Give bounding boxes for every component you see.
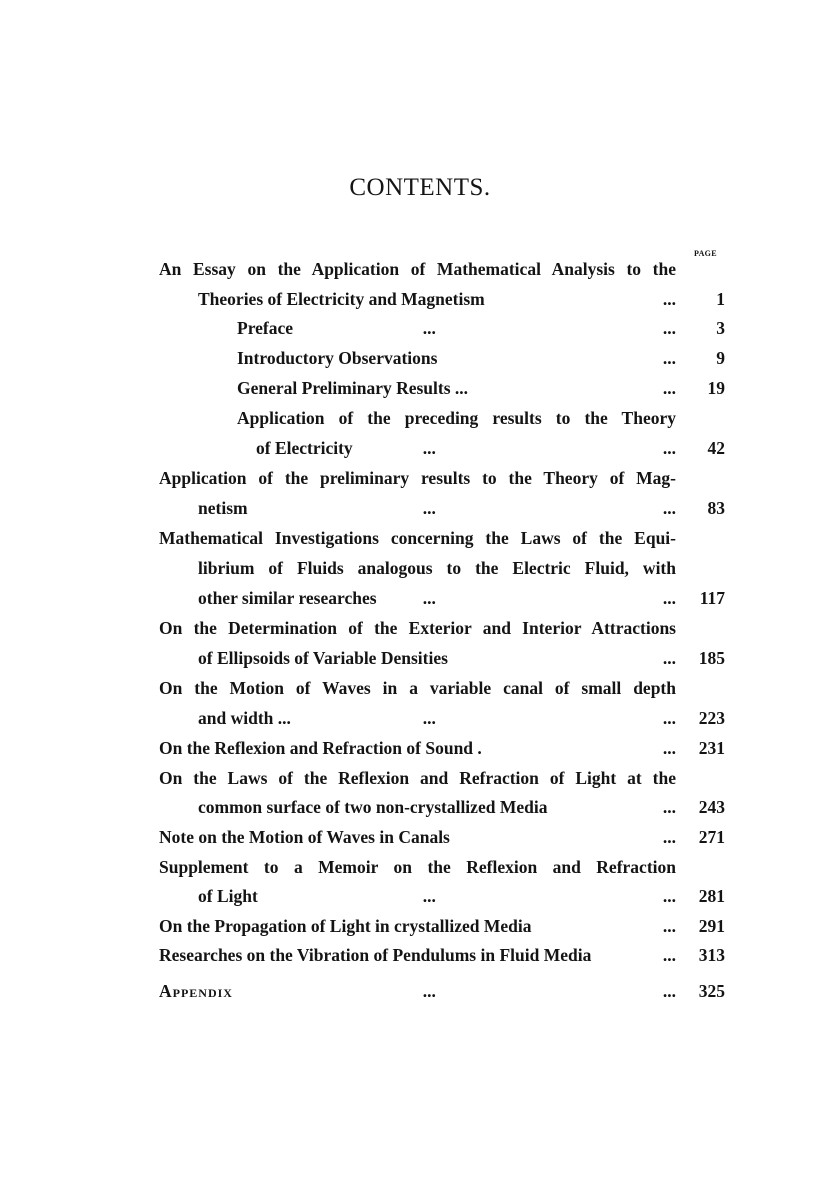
toc-line	[159, 523, 676, 553]
dot-leader: ...	[662, 348, 676, 368]
dot-leader: ... ...	[422, 438, 676, 458]
toc-page-number: 1	[716, 289, 725, 309]
toc-entry-text: Preface	[237, 318, 294, 338]
toc-line	[159, 976, 676, 1006]
dot-leader: ...	[662, 916, 676, 936]
toc-page-number: 3	[716, 318, 725, 338]
toc-page-number: 223	[698, 708, 725, 728]
toc-entry-text: and width ...	[198, 708, 291, 728]
toc-line	[198, 643, 676, 673]
toc-page-number: 325	[698, 981, 725, 1001]
toc-entry-text: of Electricity	[256, 438, 353, 458]
toc-line	[198, 553, 676, 583]
toc-page-number: 281	[698, 886, 725, 906]
toc-page-number: 117	[699, 588, 725, 608]
toc-line	[256, 433, 676, 463]
toc-entry-text: of Light	[198, 886, 258, 906]
toc-entry-text: Application of the preliminary results to the Theory of Mag-	[159, 468, 676, 488]
dot-leader: ... ...	[422, 886, 676, 906]
toc-page-number: 9	[716, 348, 725, 368]
toc-line	[198, 493, 676, 523]
toc-line	[159, 733, 676, 763]
toc-line	[198, 583, 676, 613]
dot-leader: ... ...	[422, 498, 676, 518]
toc-line	[159, 852, 676, 882]
toc-line	[159, 911, 676, 941]
toc-entry-text: General Preliminary Results ...	[237, 378, 469, 398]
dot-leader: ...	[662, 797, 676, 817]
toc-entry-text: On the Laws of the Reflexion and Refraction of Light at the	[159, 768, 676, 788]
toc-entry-text: An Essay on the Application of Mathematical Analysis to the	[159, 259, 676, 279]
toc-entry-text: On the Propagation of Light in crystallized Media	[159, 916, 532, 936]
toc-entry-text: Introductory Observations	[237, 348, 438, 368]
toc-entry-text: Application of the preceding results to the Theory	[237, 408, 676, 428]
toc-page-number: 271	[698, 827, 725, 847]
toc-line	[159, 613, 676, 643]
toc-entry-text: netism	[198, 498, 248, 518]
toc-line	[159, 940, 676, 970]
toc-line	[198, 792, 676, 822]
dot-leader: ...	[662, 945, 676, 965]
toc-line	[159, 254, 676, 284]
toc-entry-text: Researches on the Vibration of Pendulums in Fluid Media	[159, 945, 592, 965]
toc-page-number: 83	[707, 498, 725, 518]
toc-entry-text: common surface of two non-crystallized Media	[198, 797, 548, 817]
toc-entry-text: On the Reflexion and Refraction of Sound .	[159, 738, 482, 758]
toc-line	[198, 703, 676, 733]
dot-leader: ...	[662, 378, 676, 398]
page-column-label: PAGE	[694, 249, 717, 258]
toc-page-number: 243	[698, 797, 725, 817]
toc-line	[198, 881, 676, 911]
dot-leader: ...	[662, 648, 676, 668]
toc-line	[237, 343, 676, 373]
toc-entry-text: other similar researches	[198, 588, 377, 608]
toc-page-number: 19	[707, 378, 725, 398]
toc-line	[159, 763, 676, 793]
toc-line	[159, 673, 676, 703]
toc-line	[159, 822, 676, 852]
page-title: CONTENTS.	[349, 174, 491, 201]
toc-entry-text: On the Determination of the Exterior and Interior Attractions	[159, 618, 676, 638]
toc-entry-text: On the Motion of Waves in a variable canal of small depth	[159, 678, 676, 698]
dot-leader: ...	[662, 289, 676, 309]
toc-line	[198, 284, 676, 314]
dot-leader: ... ...	[422, 981, 676, 1001]
toc-line	[237, 373, 676, 403]
dot-leader: ... ...	[422, 708, 676, 728]
toc-entry-text: librium of Fluids analogous to the Electric Fluid, with	[198, 558, 676, 578]
dot-leader: ...	[662, 738, 676, 758]
toc-entry-text: Note on the Motion of Waves in Canals	[159, 827, 450, 847]
toc-page-number: 185	[698, 648, 725, 668]
dot-leader: ...	[662, 827, 676, 847]
toc-page-number: 291	[698, 916, 725, 936]
toc-entry-text: Theories of Electricity and Magnetism	[198, 289, 485, 309]
toc-page-number: 42	[707, 438, 725, 458]
toc-line	[237, 403, 676, 433]
toc-entry-text: of Ellipsoids of Variable Densities	[198, 648, 448, 668]
dot-leader: ... ...	[422, 318, 676, 338]
toc-entry-text: Supplement to a Memoir on the Reflexion and Refraction	[159, 857, 676, 877]
toc-entry-text: Mathematical Investigations concerning the Laws of the Equi-	[159, 528, 676, 548]
toc-line	[237, 313, 676, 343]
toc-line	[159, 463, 676, 493]
toc-page-number: 313	[698, 945, 725, 965]
dot-leader: ... ...	[422, 588, 676, 608]
toc-page-number: 231	[698, 738, 725, 758]
toc-entry-text: Appendix	[159, 981, 233, 1001]
